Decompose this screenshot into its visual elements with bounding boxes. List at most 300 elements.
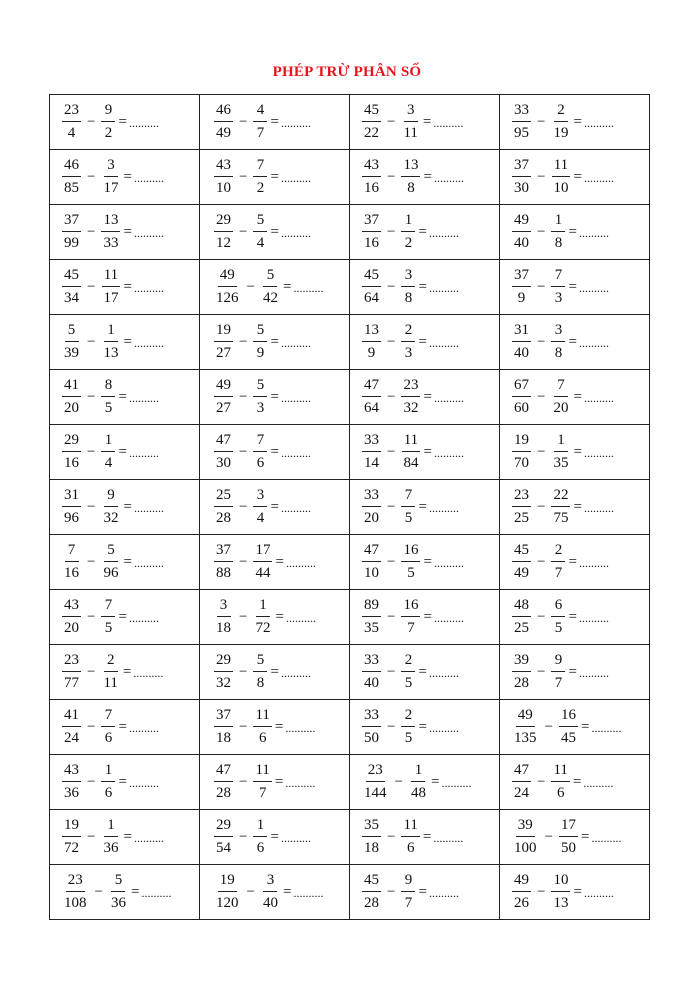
subtraction-expression [50,653,199,691]
table-row [50,810,650,865]
answer-blank[interactable]: .......... [578,666,609,680]
subtrahend-fraction [101,543,120,581]
subtrahend-fraction-denominator: 9 [256,345,265,361]
subtrahend-fraction-denominator: 3 [404,345,413,361]
subtrahend-fraction [253,598,272,636]
answer-blank[interactable]: .......... [583,391,614,405]
minuend-fraction [62,763,81,801]
answer-blank[interactable]: .......... [583,776,614,790]
answer-blank[interactable]: .......... [433,171,464,185]
minus-sign: − [87,608,96,625]
subtrahend-fraction-numerator: 9 [101,103,115,122]
minuend-fraction-denominator: 25 [514,510,529,526]
minuend-fraction-denominator: 30 [216,455,231,471]
answer-blank[interactable]: .......... [428,336,459,350]
answer-blank[interactable]: .......... [280,501,311,515]
minuend-fraction-numerator: 47 [214,433,233,452]
subtrahend-fraction-denominator: 44 [255,565,271,581]
minus-sign: − [239,113,248,130]
subtrahend-fraction [551,378,570,416]
answer-blank[interactable]: .......... [128,721,159,735]
answer-blank[interactable]: .......... [428,501,459,515]
answer-blank[interactable]: .......... [128,116,159,130]
subtrahend-fraction-denominator: 11 [103,675,118,691]
minuend-fraction-numerator: 3 [217,598,231,617]
subtraction-expression [500,763,649,801]
subtrahend-fraction-numerator: 5 [253,653,267,672]
minuend-fraction [62,433,81,471]
equals-sign: = [430,773,440,790]
subtrahend-fraction-denominator: 8 [404,290,413,306]
minuend-fraction [214,103,233,141]
subtrahend-fraction-denominator: 11 [403,125,418,141]
subtrahend-fraction [551,158,570,196]
equals-sign: = [270,333,279,350]
answer-blank[interactable]: .......... [293,281,324,295]
exercise-cell [500,315,650,370]
subtrahend-fraction-numerator: 1 [411,763,425,782]
minuend-fraction-denominator: 27 [216,345,231,361]
subtrahend-fraction-numerator: 3 [253,488,267,507]
minuend-fraction-denominator: 9 [367,345,376,361]
equals-sign: = [275,553,284,570]
exercise-cell [200,755,350,810]
subtrahend-fraction [401,873,415,911]
subtrahend-fraction [101,598,115,636]
subtraction-expression [500,158,649,196]
minuend-fraction-denominator: 12 [216,235,231,251]
subtraction-expression [500,378,649,416]
answer-blank[interactable]: .......... [128,776,159,790]
minuend-fraction-numerator: 43 [62,763,81,782]
subtrahend-fraction-numerator: 2 [551,543,565,562]
exercise-cell [350,755,500,810]
answer-blank[interactable]: .......... [280,666,311,680]
exercise-cell [200,370,350,425]
subtrahend-fraction [551,873,570,911]
minuend-fraction-denominator: 35 [364,620,379,636]
answer-blank[interactable]: .......... [133,501,164,515]
minuend-fraction [62,268,81,306]
subtraction-expression [200,708,349,746]
subtraction-expression [50,213,199,251]
subtraction-expression [350,818,499,856]
subtraction-expression [200,103,349,141]
subtrahend-fraction-denominator: 5 [404,730,413,746]
table-row [50,645,650,700]
answer-blank[interactable]: .......... [280,116,311,130]
equals-sign: = [568,553,577,570]
exercise-cell [500,700,650,755]
answer-blank[interactable]: .......... [578,556,609,570]
subtraction-expression [350,598,499,636]
subtrahend-fraction [401,268,415,306]
subtrahend-fraction [253,323,267,361]
exercise-cell [200,480,350,535]
minus-sign: − [537,443,546,460]
answer-blank[interactable]: .......... [128,391,159,405]
subtrahend-fraction [109,873,128,911]
minuend-fraction-denominator: 28 [514,675,529,691]
minuend-fraction [362,268,381,306]
subtraction-expression [200,213,349,251]
minuend-fraction-numerator: 39 [516,818,535,837]
minus-sign: − [87,828,96,845]
answer-blank[interactable]: .......... [280,446,311,460]
table-row [50,205,650,260]
exercise-cell [200,535,350,590]
equals-sign: = [568,608,577,625]
subtraction-expression [350,653,499,691]
answer-blank[interactable]: .......... [428,886,459,900]
exercise-cell [50,700,200,755]
subtrahend-fraction-denominator: 3 [256,400,265,416]
minuend-fraction-numerator: 19 [62,818,81,837]
equals-sign: = [418,498,427,515]
subtrahend-fraction [401,103,419,141]
answer-blank[interactable]: .......... [133,666,164,680]
answer-blank[interactable]: .......... [578,226,609,240]
minuend-fraction [214,378,233,416]
table-row [50,535,650,590]
subtraction-expression [350,268,499,306]
subtrahend-fraction [401,213,415,251]
subtrahend-fraction-numerator: 6 [551,598,565,617]
minuend-fraction-numerator: 45 [362,268,381,287]
subtrahend-fraction [401,323,415,361]
minus-sign: − [239,223,248,240]
equals-sign: = [418,663,427,680]
answer-blank[interactable]: .......... [285,556,316,570]
answer-blank[interactable]: .......... [128,446,159,460]
answer-blank[interactable]: .......... [441,776,472,790]
equals-sign: = [573,113,582,130]
answer-blank[interactable]: .......... [128,611,159,625]
answer-blank[interactable]: .......... [583,886,614,900]
exercise-cell [350,205,500,260]
minus-sign: − [537,278,546,295]
minus-sign: − [87,443,96,460]
subtrahend-fraction-numerator: 11 [102,268,120,287]
answer-blank[interactable]: .......... [428,226,459,240]
exercise-cell [350,810,500,865]
minuend-fraction-denominator: 40 [514,235,529,251]
minus-sign: − [239,828,248,845]
subtrahend-fraction-denominator: 8 [554,235,563,251]
equals-sign: = [275,608,284,625]
minus-sign: − [537,553,546,570]
answer-blank[interactable]: .......... [280,226,311,240]
exercise-cell [500,810,650,865]
subtrahend-fraction [101,103,115,141]
subtrahend-fraction-numerator: 11 [401,818,419,837]
subtrahend-fraction-numerator: 3 [104,158,118,177]
subtraction-expression [200,488,349,526]
subtrahend-fraction-numerator: 9 [401,873,415,892]
subtrahend-fraction [253,488,267,526]
minuend-fraction-numerator: 33 [362,433,381,452]
subtrahend-fraction-numerator: 7 [253,158,267,177]
minuend-fraction-denominator: 99 [64,235,79,251]
subtraction-expression [200,653,349,691]
minus-sign: − [537,223,546,240]
answer-blank[interactable]: .......... [578,611,609,625]
answer-blank[interactable]: .......... [433,556,464,570]
exercise-cell [350,370,500,425]
subtrahend-fraction-denominator: 17 [103,180,119,196]
subtrahend-fraction [101,158,120,196]
subtrahend-fraction-numerator: 22 [551,488,570,507]
minus-sign: − [387,388,396,405]
answer-blank[interactable]: .......... [578,281,609,295]
subtrahend-fraction [253,103,267,141]
minuend-fraction [62,873,89,911]
subtrahend-fraction [401,543,420,581]
equals-sign: = [123,278,132,295]
minuend-fraction-denominator: 24 [514,785,529,801]
subtrahend-fraction [101,323,120,361]
minuend-fraction-denominator: 28 [216,785,231,801]
subtrahend-fraction [551,598,565,636]
minuend-fraction-denominator: 108 [64,895,87,911]
minus-sign: − [387,608,396,625]
answer-blank[interactable]: .......... [591,831,622,845]
exercise-cell [200,95,350,150]
subtraction-expression [350,213,499,251]
equals-sign: = [418,223,427,240]
minuend-fraction-numerator: 41 [62,378,81,397]
subtraction-expression [350,488,499,526]
subtrahend-fraction-numerator: 7 [401,488,415,507]
minuend-fraction-numerator: 25 [214,488,233,507]
table-row [50,425,650,480]
answer-blank[interactable]: .......... [133,226,164,240]
subtraction-expression [50,433,199,471]
subtrahend-fraction [261,268,280,306]
answer-blank[interactable]: .......... [428,281,459,295]
answer-blank[interactable]: .......... [578,336,609,350]
minuend-fraction [62,598,81,636]
minuend-fraction-numerator: 89 [362,598,381,617]
equals-sign: = [270,168,279,185]
subtrahend-fraction [101,708,115,746]
subtrahend-fraction-numerator: 7 [551,268,565,287]
subtrahend-fraction-numerator: 1 [101,763,115,782]
answer-blank[interactable]: .......... [133,171,164,185]
subtrahend-fraction-denominator: 7 [256,125,265,141]
answer-blank[interactable]: .......... [285,611,316,625]
subtraction-expression [350,158,499,196]
subtraction-expression [350,433,499,471]
subtraction-expression [50,158,199,196]
minuend-fraction-denominator: 10 [216,180,231,196]
subtrahend-fraction-denominator: 33 [103,235,119,251]
answer-blank[interactable]: .......... [280,391,311,405]
equals-sign: = [270,113,279,130]
subtraction-expression [50,708,199,746]
exercise-cell [500,590,650,645]
subtrahend-fraction-denominator: 7 [404,895,413,911]
subtraction-expression [500,598,649,636]
subtraction-expression [50,268,199,306]
answer-blank[interactable]: .......... [280,831,311,845]
exercise-cell [350,150,500,205]
equals-sign: = [580,718,590,735]
minuend-fraction [214,763,233,801]
minus-sign: − [387,333,396,350]
minuend-fraction-denominator: 54 [216,840,231,856]
exercise-cell [50,480,200,535]
table-row [50,95,650,150]
minuend-fraction-numerator: 45 [62,268,81,287]
minuend-fraction [214,653,233,691]
answer-blank[interactable]: .......... [428,666,459,680]
subtrahend-fraction-denominator: 75 [553,510,569,526]
exercise-cell [500,645,650,700]
answer-blank[interactable]: .......... [280,171,311,185]
subtrahend-fraction [253,708,271,746]
exercise-cell [500,205,650,260]
answer-blank[interactable]: .......... [141,886,172,900]
minuend-fraction [362,323,381,361]
minuend-fraction-denominator: 18 [364,840,379,856]
subtrahend-fraction [551,488,570,526]
subtrahend-fraction-denominator: 6 [256,840,265,856]
answer-blank[interactable]: .......... [583,116,614,130]
answer-blank[interactable]: .......... [583,501,614,515]
subtrahend-fraction-numerator: 17 [559,818,578,837]
minuend-fraction-numerator: 47 [362,378,381,397]
minuend-fraction-denominator: 120 [216,895,239,911]
subtrahend-fraction [101,268,120,306]
exercise-cell [200,700,350,755]
subtrahend-fraction-denominator: 36 [103,840,119,856]
subtrahend-fraction-denominator: 8 [407,180,415,196]
exercise-cell [200,865,350,920]
subtrahend-fraction [253,763,271,801]
subtrahend-fraction [101,488,120,526]
answer-blank[interactable]: .......... [433,611,464,625]
subtrahend-fraction-denominator: 6 [104,730,113,746]
minuend-fraction-numerator: 45 [362,873,381,892]
answer-blank[interactable]: .......... [293,886,324,900]
minuend-fraction-denominator: 126 [216,290,239,306]
minuend-fraction-numerator: 33 [512,103,531,122]
minus-sign: − [387,278,396,295]
subtrahend-fraction-denominator: 5 [404,675,413,691]
answer-blank[interactable]: .......... [133,556,164,570]
subtrahend-fraction-denominator: 19 [553,125,569,141]
answer-blank[interactable]: .......... [433,391,464,405]
subtrahend-fraction [101,653,119,691]
minuend-fraction-denominator: 95 [514,125,529,141]
answer-blank[interactable]: .......... [583,446,614,460]
subtraction-expression [200,543,349,581]
subtrahend-fraction [401,818,419,856]
subtrahend-fraction-denominator: 6 [258,730,267,746]
subtraction-expression [500,103,649,141]
answer-blank[interactable]: .......... [285,721,316,735]
minuend-fraction-numerator: 23 [62,653,81,672]
minuend-fraction [512,268,531,306]
equals-sign: = [270,663,279,680]
subtrahend-fraction [551,433,570,471]
minuend-fraction-numerator: 45 [362,103,381,122]
minuend-fraction-denominator: 39 [64,345,79,361]
equals-sign: = [568,278,577,295]
subtraction-expression [500,323,649,361]
equals-sign: = [573,498,582,515]
minus-sign: − [537,663,546,680]
subtrahend-fraction-denominator: 6 [256,455,265,471]
subtrahend-fraction-numerator: 11 [253,763,271,782]
minus-sign: − [537,883,546,900]
subtrahend-fraction-numerator: 4 [253,103,267,122]
answer-blank[interactable]: .......... [433,116,464,130]
answer-blank[interactable]: .......... [428,721,459,735]
subtrahend-fraction-numerator: 7 [101,598,115,617]
table-row [50,260,650,315]
subtrahend-fraction-denominator: 48 [410,785,426,801]
minus-sign: − [394,773,403,790]
equals-sign: = [130,883,140,900]
minus-sign: − [246,278,255,295]
answer-blank[interactable]: .......... [591,721,622,735]
exercise-cell [50,810,200,865]
minus-sign: − [387,223,396,240]
subtraction-expression [200,158,349,196]
minus-sign: − [239,168,248,185]
subtrahend-fraction-numerator: 17 [253,543,272,562]
subtraction-expression [500,488,649,526]
exercise-cell [350,95,500,150]
answer-blank[interactable]: .......... [133,336,164,350]
exercise-cell [350,865,500,920]
minuend-fraction-denominator: 9 [517,290,526,306]
answer-blank[interactable]: .......... [433,446,464,460]
minuend-fraction [362,213,381,251]
minuend-fraction-denominator: 20 [64,620,79,636]
equals-sign: = [118,443,127,460]
subtrahend-fraction-denominator: 72 [255,620,271,636]
minus-sign: − [387,663,396,680]
subtraction-expression [50,378,199,416]
equals-sign: = [568,333,577,350]
equals-sign: = [123,333,132,350]
answer-blank[interactable]: .......... [433,831,464,845]
answer-blank[interactable]: .......... [133,831,164,845]
minus-sign: − [87,168,96,185]
answer-blank[interactable]: .......... [280,336,311,350]
equals-sign: = [118,113,127,130]
exercise-cell [350,480,500,535]
answer-blank[interactable]: .......... [583,171,614,185]
minuend-fraction-numerator: 49 [516,708,535,727]
subtrahend-fraction [401,158,420,196]
exercise-cell [50,645,200,700]
subtraction-expression [500,653,649,691]
equals-sign: = [123,553,132,570]
equals-sign: = [122,663,132,680]
answer-blank[interactable]: .......... [133,281,164,295]
subtrahend-fraction-denominator: 5 [104,400,113,416]
subtrahend-fraction-denominator: 50 [560,840,576,856]
subtrahend-fraction-numerator: 5 [104,543,118,562]
minuend-fraction-denominator: 40 [514,345,529,361]
answer-blank[interactable]: .......... [285,776,316,790]
subtrahend-fraction-denominator: 7 [554,565,563,581]
minuend-fraction-denominator: 27 [216,400,231,416]
